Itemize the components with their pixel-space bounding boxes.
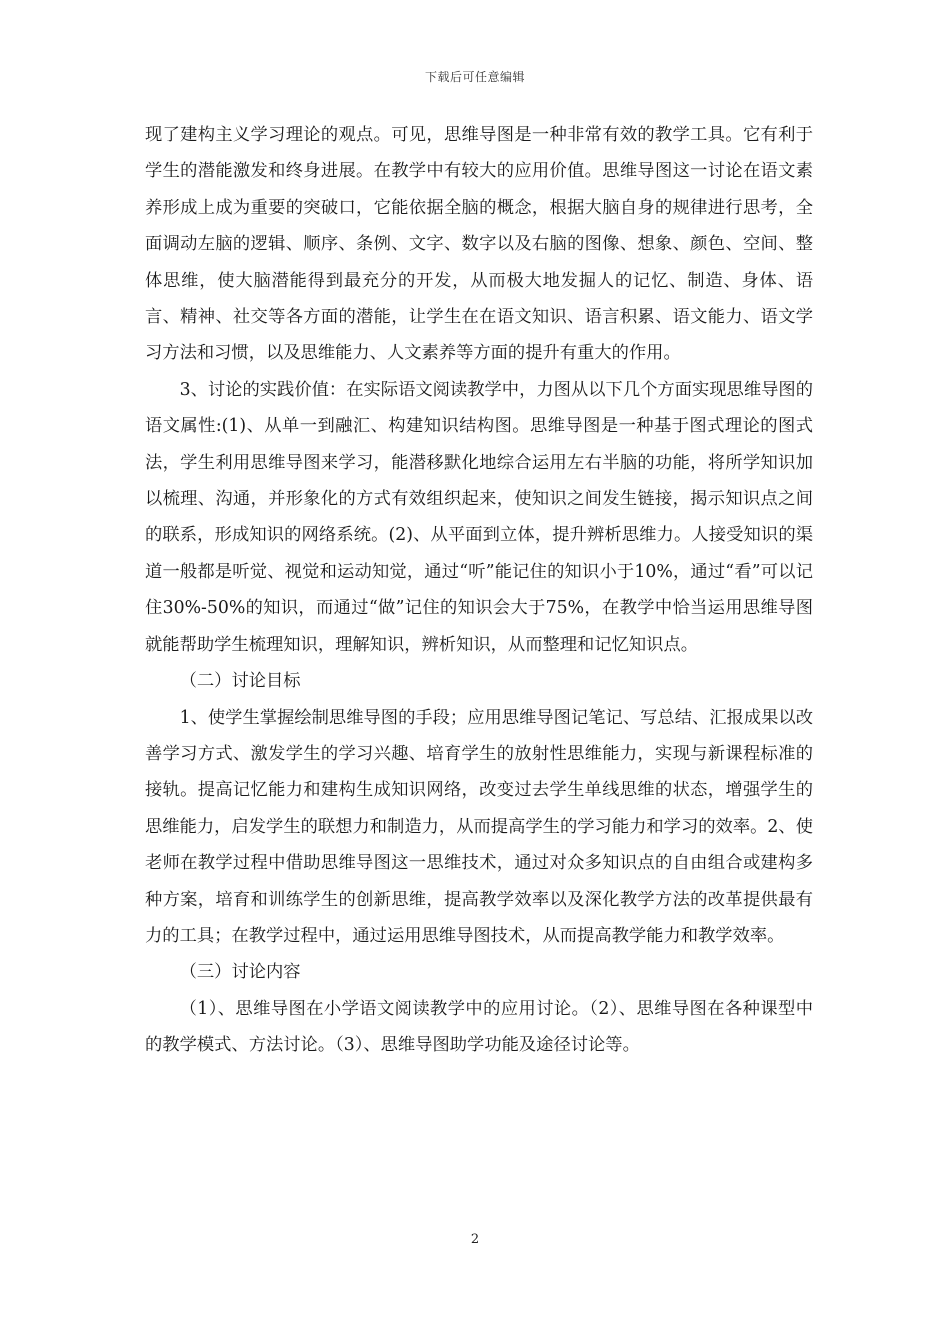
- page-number: 2: [470, 1232, 480, 1247]
- paragraph-content: （1）、思维导图在小学语文阅读教学中的应用讨论。（2）、思维导图在各种课型中的教学模式、方法讨论。（3）、思维导图助学功能及途径讨论等。: [145, 998, 813, 1056]
- section-heading-content: （三）讨论内容: [179, 962, 301, 983]
- paragraph-practical-value: 3、讨论的实践价值：在实际语文阅读教学中，力图从以下几个方面实现思维导图的语文属性:(1)、从单一到融汇、构建知识结构图。思维导图是一种基于图式理论的图式法，学生利用思维导图来学习，能潜移默化地综合运用左右半脑的功能，将所学知识加以梳理、沟通，并形象化的方式有效组织起来，使知识之间发生链接，揭示知识点之间的联系，形成知识的网络系统。(2)、从平面到立体，提升辨析思维力。人接受知识的渠道一般都是听觉、视觉和运动知觉，通过“听”能记住的知识小于10%，通过“看”可以记住30%-50%的知识，而通过“做”记住的知识会大于75%，在教学中恰当运用思维导图就能帮助学生梳理知识，理解知识，辨析知识，从而整理和记忆知识点。: [145, 379, 813, 655]
- paragraph-goals: 1、使学生掌握绘制思维导图的手段；应用思维导图记笔记、写总结、汇报成果以改善学习方式、激发学生的学习兴趣、培育学生的放射性思维能力，实现与新课程标准的接轨。提高记忆能力和建构生成知识网络，改变过去学生单线思维的状态，增强学生的思维能力，启发学生的联想力和制造力，从而提高学生的学习能力和学习的效率。2、使老师在教学过程中借助思维导图这一思维技术，通过对众多知识点的自由组合或建构多种方案，培育和训练学生的创新思维，提高教学效率以及深化教学方法的改革提供最有力的工具；在教学过程中，通过运用思维导图技术，从而提高教学能力和教学效率。: [145, 707, 813, 946]
- page-header: 下载后可任意编辑: [424, 70, 525, 84]
- document-body: [145, 117, 813, 1064]
- section-heading-goals: （二）讨论目标: [179, 671, 301, 692]
- paragraph-theory-value: 现了建构主义学习理论的观点。可见，思维导图是一种非常有效的教学工具。它有利于学生的潜能激发和终身进展。在教学中有较大的应用价值。思维导图这一讨论在语文素养形成上成为重要的突破口，它能依据全脑的概念，根据大脑自身的规律进行思考，全面调动左脑的逻辑、顺序、条例、文字、数字以及右脑的图像、想象、颜色、空间、整体思维，使大脑潜能得到最充分的开发，从而极大地发掘人的记忆、制造、身体、语言、精神、社交等各方面的潜能，让学生在在语文知识、语言积累、语文能力、语文学习方法和习惯，以及思维能力、人文素养等方面的提升有重大的作用。: [145, 125, 813, 364]
